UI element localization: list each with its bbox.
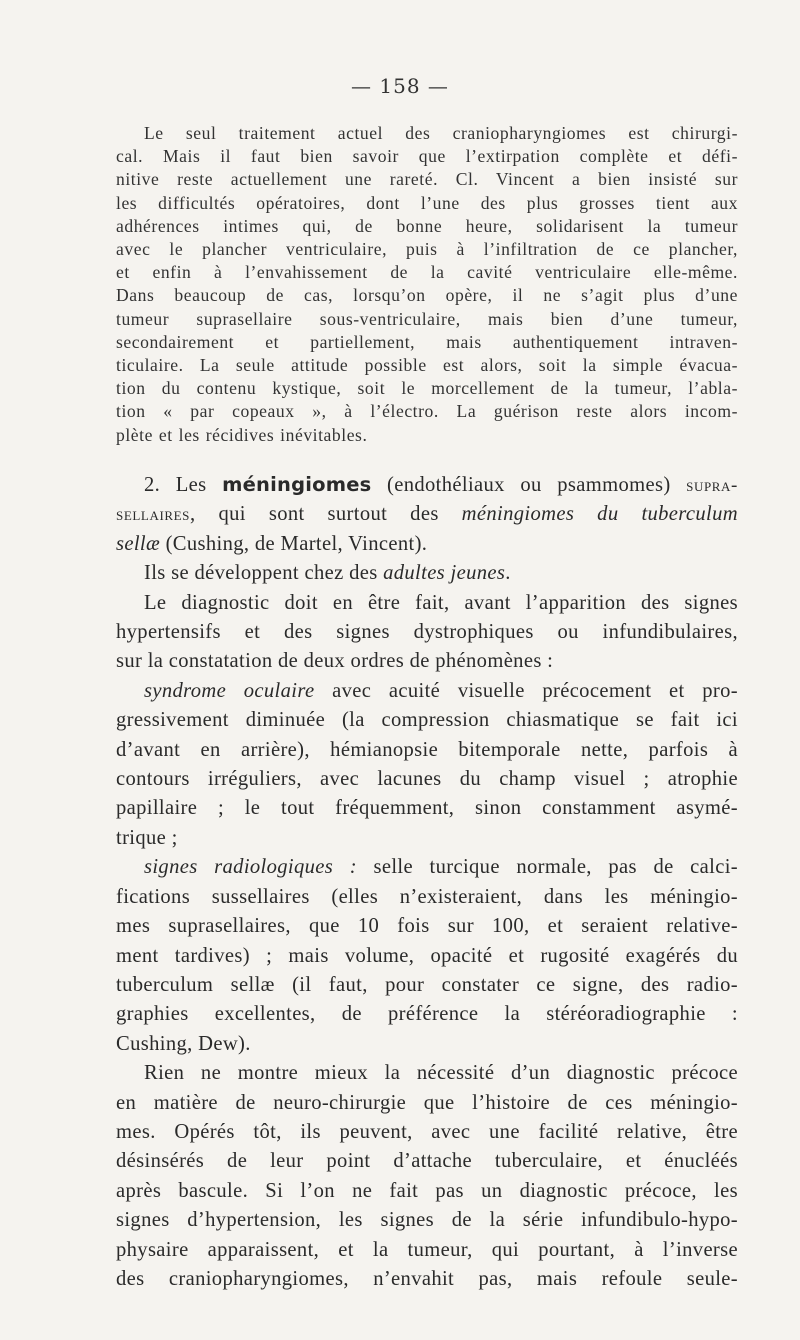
text-run: selle turcique normale, pas de calci- [356, 856, 738, 879]
bold-term: méningiomes [222, 473, 372, 496]
text-line: d’avant en arrière), hémianopsie bitemporale nette, parfois à [116, 738, 738, 761]
italic-term: syndrome oculaire [144, 679, 315, 702]
italic-term: signes radiologiques : [144, 856, 357, 879]
text-line: Dans beaucoup de cas, lorsqu’on opère, il ne s’agit plus d’une [116, 285, 738, 306]
text-line: gressivement diminuée (la compression chiasmatique se fait ici [116, 709, 738, 732]
text-line: graphies excellentes, de préférence la stéréoradiographie : [116, 1003, 738, 1026]
text-line: papillaire ; le tout fréquemment, sinon constamment asymé- [116, 797, 738, 820]
text-line: cal. Mais il faut bien savoir que l’extirpation complète et défi- [116, 146, 738, 167]
text-line: Le seul traitement actuel des craniopharyngiomes est chirurgi- [144, 123, 738, 143]
italic-term: adultes jeunes [383, 562, 506, 585]
text-line: nitive reste actuellement une rareté. Cl. Vincent a bien insisté sur [116, 169, 738, 190]
text-line: des craniopharyngiomes, n’envahit pas, mais refoule seule- [116, 1267, 738, 1290]
text-line: désinsérés de leur point d’attache tuberculaire, et énucléés [116, 1150, 738, 1173]
text-line [116, 677, 738, 706]
text-line: en matière de neuro-chirurgie que l’histoire de ces méningio- [116, 1091, 738, 1114]
text-line: Le diagnostic doit en être fait, avant l’apparition des signes [144, 591, 738, 614]
text-line: mes suprasellaires, que 10 fois sur 100, et seraient relative- [116, 915, 738, 938]
text-line: les difficultés opératoires, dont l’une des plus grosses tient aux [116, 192, 738, 213]
text-line: avec le plancher ventriculaire, puis à l’infiltration de ce plancher, [116, 239, 738, 260]
text-line: tion « par copeaux », à l’électro. La guérison reste alors incom- [116, 401, 738, 422]
text-line: secondairement et partiellement, mais authentiquement intraven- [116, 331, 738, 352]
text-run: , qui sont surtout des [190, 503, 462, 526]
text-line: tuberculum sellæ (il faut, pour constater ce signe, des radio- [116, 973, 738, 996]
text-line: ment tardives) ; mais volume, opacité et rugosité exagérés du [116, 944, 738, 967]
text-line: adhérences intimes qui, de bonne heure, solidarisent la tumeur [116, 215, 738, 236]
text-line [116, 500, 738, 529]
text-line [116, 530, 738, 559]
italic-term: méningiomes du tuberculum [461, 503, 738, 526]
text-line [116, 559, 738, 588]
text-line: physaire apparaissent, et la tumeur, qui pourtant, à l’inverse [116, 1238, 738, 1261]
text-line: après bascule. Si l’on ne fait pas un diagnostic précoce, les [116, 1179, 738, 1202]
text-line: tumeur suprasellaire sous-ventriculaire, mais bien d’une tumeur, [116, 308, 738, 329]
text-run: . [505, 562, 511, 585]
text-run: (Cushing, de Martel, Vincent). [160, 532, 428, 555]
text-line: contours irréguliers, avec lacunes du champ visuel ; atrophie [116, 768, 738, 791]
section-heading-line [116, 470, 738, 500]
text-run: (endothéliaux ou psammomes) [371, 474, 687, 496]
text-line: trique ; [116, 826, 178, 849]
paragraph-treatment [116, 122, 738, 447]
text-line: signes d’hypertension, les signes de la série infundibulo-hypo- [116, 1209, 738, 1232]
page-number: — 158 — [351, 74, 449, 98]
text-line: Cushing, Dew). [116, 1032, 251, 1055]
text-line: plète et les récidives inévitables. [116, 424, 368, 445]
smallcaps-term: supra- [686, 475, 738, 496]
text-line: mes. Opérés tôt, ils peuvent, avec une facilité relative, être [116, 1120, 738, 1143]
smallcaps-term: sellaires [116, 504, 191, 526]
italic-term: sellæ [116, 532, 161, 555]
section-meningiomes [116, 470, 738, 1294]
text-run: 2. Les [144, 474, 223, 496]
text-line: sur la constatation de deux ordres de phénomènes : [116, 650, 554, 673]
text-run: avec acuité visuelle précocement et pro- [314, 679, 738, 702]
text-line [116, 853, 738, 882]
text-line: tion du contenu kystique, soit le morcellement de la tumeur, l’abla- [116, 378, 738, 399]
text-line: ticulaire. La seule attitude possible est alors, soit la simple évacua- [116, 355, 738, 376]
text-line: et enfin à l’envahissement de la cavité ventriculaire elle-même. [116, 262, 738, 283]
text-line: hypertensifs et des signes dystrophiques ou infundibulaires, [116, 621, 738, 644]
text-run: Ils se développent chez des [144, 562, 384, 585]
text-line: Rien ne montre mieux la nécessité d’un diagnostic précoce [144, 1062, 738, 1085]
text-line: fications sussellaires (elles n’existeraient, dans les méningio- [116, 885, 738, 908]
